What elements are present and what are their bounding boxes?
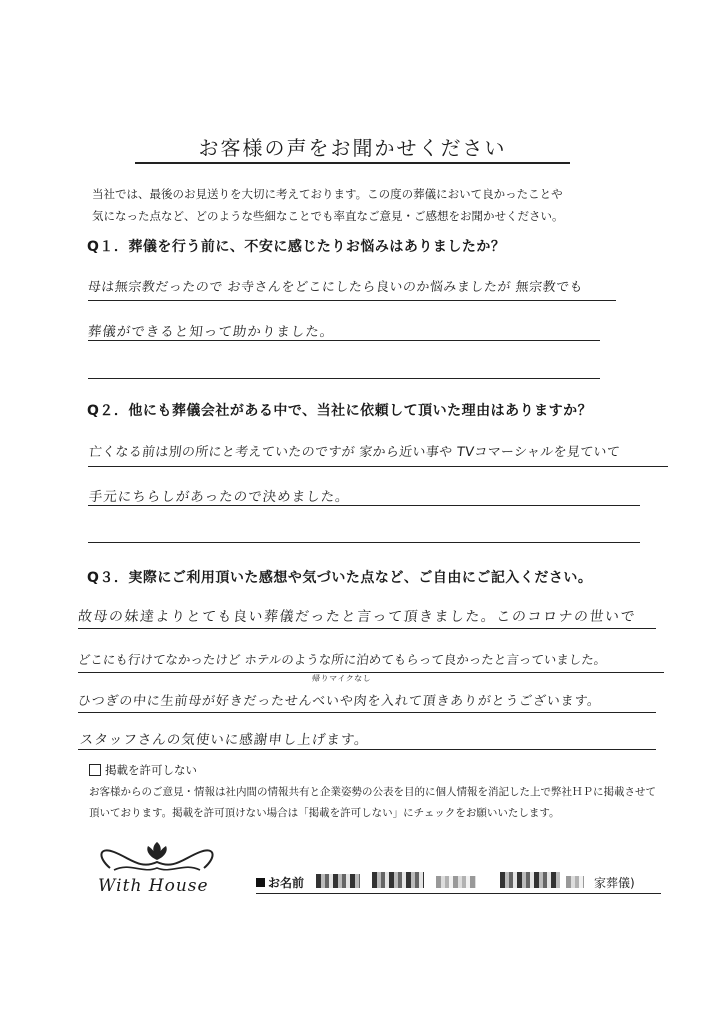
intro-line-2: 気になった点など、どのような些細なことでも率直なご意見・ご感想をお聞かせください。	[92, 209, 564, 223]
answer-3-rule-4	[78, 749, 656, 750]
redacted-name-part-2	[372, 872, 424, 888]
consent-checkbox-row[interactable]	[89, 762, 197, 778]
answer-2-rule-2	[88, 505, 640, 506]
name-field-label	[256, 874, 304, 891]
name-label-text: お名前	[268, 876, 305, 890]
answer-3-annotation: 帰りマイクなし	[311, 674, 372, 683]
company-logo	[90, 840, 225, 900]
name-suffix: 家葬儀)	[594, 876, 635, 890]
intro-text	[92, 183, 652, 227]
answer-1-line-1: 母は無宗教だったので お寺さんをどこにしたら良いのか悩みましたが 無宗教でも	[87, 280, 584, 295]
intro-line-1: 当社では、最後のお見送りを大切に考えております。この度の葬儀において良かったことや	[92, 187, 563, 201]
answer-1-line-2: 葬儀ができると知って助かりました。	[86, 324, 336, 340]
logo-text: With House	[98, 876, 209, 896]
title-underline	[135, 162, 570, 164]
form-title: お客様の声をお聞かせください	[198, 136, 507, 160]
answer-3-line-4: スタッフさんの気使いに感謝申し上げます。	[78, 732, 370, 748]
question-2: Q２．他にも葬儀会社がある中で、当社に依頼して頂いた理由はありますか？	[87, 403, 593, 419]
answer-2-line-1: 亡くなる前は別の所にと考えていたのですが 家から近い事や TVコマーシャルを見ていて	[88, 445, 621, 460]
redacted-name-part-5	[566, 876, 584, 888]
lotus-icon	[90, 840, 225, 880]
answer-1-rule-2	[88, 340, 600, 341]
consent-checkbox-label: 掲載を許可しない	[105, 763, 197, 777]
answer-2-line-2: 手元にちらしがあったので決めました。	[87, 489, 351, 505]
answer-3-line-1: 故母の妹達よりとても良い葬儀だったと言って頂きました。このコロナの世いで	[77, 609, 637, 625]
redacted-name-part-1	[316, 874, 360, 888]
answer-2-rule-3	[88, 542, 640, 543]
answer-3-rule-3	[78, 712, 656, 713]
name-underline	[256, 893, 661, 894]
consent-notice-line-1: お客様からのご意見・情報は社内間の情報共有と企業姿勢の公表を目的に個人情報を消記した上で弊社ＨＰに掲載させて	[89, 786, 656, 798]
square-bullet-icon	[256, 878, 265, 887]
consent-checkbox[interactable]	[89, 764, 101, 776]
answer-1-rule-3	[88, 378, 600, 379]
redacted-name-part-3	[436, 876, 476, 888]
consent-notice-line-2: 頂いております。掲載を許可頂けない場合は「掲載を許可しない」にチェックをお願いいたします。	[89, 807, 560, 819]
answer-3-rule-1	[78, 628, 656, 629]
answer-3-line-2: どこにも行けてなかったけど ホテルのような所に泊めてもらって良かったと言っていました。	[77, 652, 608, 667]
answer-3-line-3: ひつぎの中に生前母が好きだったせんべいや肉を入れて頂きありがとうございます。	[77, 694, 602, 709]
answer-1-rule-1	[88, 300, 616, 301]
answer-2-rule-1	[88, 466, 668, 467]
question-3: Q３．実際にご利用頂いた感想や気づいた点など、ご自由にご記入ください。	[87, 570, 593, 586]
redacted-name-part-4	[500, 872, 560, 888]
consent-notice	[89, 782, 669, 824]
question-1: Q１．葬儀を行う前に、不安に感じたりお悩みはありましたか？	[87, 239, 506, 255]
